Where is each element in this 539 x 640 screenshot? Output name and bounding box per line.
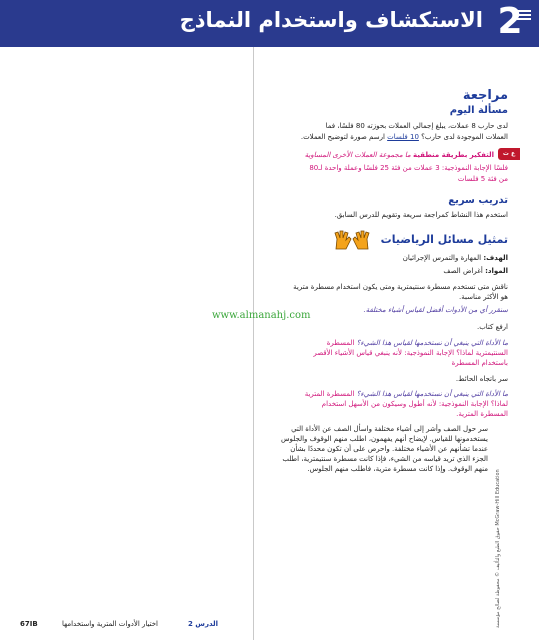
paragraph-1-line-1: ناقش متى تستخدم مسطرة سنتيمترية ومتى يكون استخدام مسطرة مترية	[293, 283, 508, 291]
goal-line: الهدف: المهارة والتمرس الإجرائيان	[402, 254, 508, 262]
paragraph-4: سر باتجاه الحائط.	[455, 375, 508, 383]
think-line-2: فلسًا الإجابة النموذجية: 3 عملات من فئة 25 فلسًا وعملة واحدة لـ80	[309, 164, 508, 172]
paragraph-2: سنقرر أي من الأدوات أفضل لقياس أشياء مختلفة.	[363, 306, 508, 314]
blank-left-panel	[0, 47, 253, 640]
think-label: التفكير بطريقة منطقية	[413, 151, 494, 159]
chapter-number: 2	[497, 1, 523, 42]
practice-tag-badge: ع ت	[498, 148, 520, 160]
paragraph-5-line-4: الجزء الذي تريد قياسه من الشيء، فإذا كانت مسطرة سنتيمترية، اطلب	[282, 455, 488, 463]
problem-line-2: العملات الموجودة لدى حارب؟ 10 فلسات ارسم صورة لتوضيح العملات.	[300, 133, 508, 141]
think-line-1: التفكير بطريقة منطقية ما مجموعة العملات الأخرى المساوية	[304, 151, 494, 159]
problem-line-1: لدى حارب 8 عملات، يبلغ إجمالي العملات بحوزته 80 فلسًا، فما	[325, 122, 508, 130]
hands-icon	[333, 229, 371, 251]
question-1-line-1: ما الأداة التي ينبغي أن نستخدمها لقياس هذا الشيء؟ المسطرة	[326, 339, 508, 347]
footer-lesson-label: الدرس 2	[188, 620, 219, 628]
paragraph-5-line-5: منهم الوقوف. وإذا كانت مسطرة مترية، فاطلب منهم الجلوس.	[307, 465, 488, 473]
watermark: www.almanahj.com	[212, 310, 311, 321]
think-line-3: من فئة 5 فلسات	[457, 175, 508, 183]
materials-line: المواد: أغراض الصف	[443, 267, 508, 275]
copyright-caption: حقوق الطبع والتأليف © محفوظة لصالح مؤسسة McGraw-Hill Education	[495, 469, 501, 628]
question-1-line-3: باستخدام المسطرة	[451, 359, 508, 367]
footer-lesson-title: اختيار الأدوات المترية واستخدامها	[62, 620, 159, 628]
quick-practice-heading: تدريب سريع	[448, 195, 508, 206]
modeling-heading: تمثيل مسائل الرياضيات	[380, 233, 508, 246]
page-number: 67IB	[20, 620, 38, 628]
chapter-title: الاستكشاف واستخدام النماذج	[179, 8, 483, 32]
column-divider	[253, 47, 254, 640]
paragraph-1-line-2: هو الأكثر مناسبة.	[459, 293, 508, 301]
question-2-line-1: ما الأداة التي ينبغي أن نستخدمها لقياس هذا الشيء؟ المسطرة المترية	[304, 390, 508, 398]
paragraph-3: ارفع كتاب.	[476, 323, 508, 331]
paragraph-5-line-2: يستخدمونها للقياس. لإيضاح أنهم يفهمون، اطلب منهم الوقوف والجلوس	[280, 435, 488, 443]
review-heading: مراجعة	[462, 88, 508, 103]
question-1-line-2: السنتيمترية لماذا؟ الإجابة النموذجية: لأنه ينبغي قياس الأشياء الأقصر	[313, 349, 508, 357]
answer-link[interactable]: 10 فلسات	[387, 133, 419, 141]
paragraph-5-line-3: عندما تشأنهم عن الأشياء مختلفة. واحرص على أن تكون محددًا بشأن	[290, 445, 488, 453]
paragraph-5-line-1: سر حول الصف وأشر إلى أشياء مختلفة واسأل الصف عن الأداة التي	[291, 425, 488, 433]
page-footer	[0, 620, 539, 634]
problem-of-day-heading: مسألة اليوم	[449, 105, 508, 116]
question-2-line-2: لماذا؟ الإجابة النموذجية: لأنه أطول وسيكون من الأسهل استخدام	[321, 400, 508, 408]
quick-practice-text: استخدم هذا النشاط كمراجعة سريعة وتقويم للدرس السابق.	[334, 211, 508, 219]
question-2-line-3: المسطرة المترية.	[456, 410, 508, 418]
